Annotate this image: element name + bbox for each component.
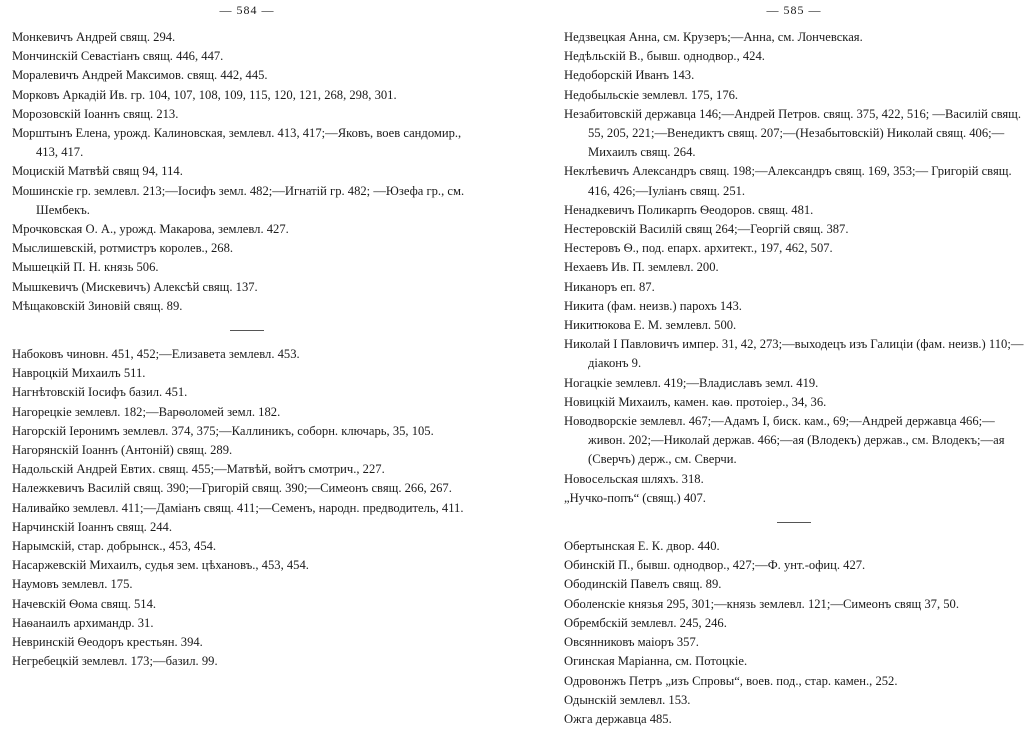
- index-entries: [564, 28, 1024, 729]
- index-entry: Мышецкій П. Н. князь 506.: [12, 260, 159, 275]
- index-entry: Мончинскій Севастіанъ свящ. 446, 447.: [12, 49, 224, 64]
- index-entry: Никаноръ еп. 87.: [564, 279, 655, 294]
- index-entry: Наумовъ землевл. 175.: [12, 577, 133, 592]
- index-entry: Овсянниковъ маіоръ 357.: [564, 635, 699, 650]
- index-entry: Обертынская Е. К. двор. 440.: [564, 539, 720, 554]
- index-entry: Новодворскіе землевл. 467;—Адамъ I, биск. кам., 69;—Андрей державца 466;—живон. 202;—Николай держав. 466;—ая (Влодекъ) держав., см. Влодекъ;—ая (Сверчъ) держ., см. Сверчи.: [564, 414, 1005, 467]
- index-entry: Наѳанаилъ архимандр. 31.: [12, 615, 154, 630]
- index-entry: Обинскій П., бывш. однодвор., 427;—Ф. унт.-офиц. 427.: [564, 558, 866, 573]
- index-entry: „Нучко-попъ“ (свящ.) 407.: [564, 490, 706, 505]
- index-entry: Одровонжъ Петръ „изъ Спровы“, воев. под., стар. камен., 252.: [564, 673, 898, 688]
- index-entry: Недзвецкая Анна, см. Крузеръ;—Анна, см. Лончевская.: [564, 30, 863, 44]
- section-divider: [777, 522, 811, 523]
- index-entry: Ожга державца 485.: [564, 711, 672, 726]
- index-entries: [12, 28, 482, 672]
- index-entry: Николай I Павловичъ импер. 31, 42, 273;—выходецъ изъ Галиціи (фам. неизв.) 110;—діаконъ 9.: [564, 337, 1024, 371]
- right-page: [512, 0, 1024, 726]
- index-entry: Негребецкій землевл. 173;—базил. 99.: [12, 654, 218, 669]
- index-entry: Нехаевъ Ив. П. землевл. 200.: [564, 260, 719, 275]
- index-entry: Огинская Маріанна, см. Потоцкіе.: [564, 654, 748, 669]
- index-entry: Одынскій землевл. 153.: [564, 692, 691, 707]
- index-entry: Мошинскіе гр. землевл. 213;—Іосифъ земл. 482;—Игнатій гр. 482; —Юзефа гр., см. Шембекъ.: [12, 183, 465, 217]
- index-entry: Мѣщаковскій Зиновій свящ. 89.: [12, 298, 183, 313]
- index-entry: Начевскій Ѳома свящ. 514.: [12, 596, 157, 611]
- index-entry: Новицкій Михаилъ, камен. каѳ. протоіер., 34, 36.: [564, 394, 827, 409]
- index-entry: Морозовскій Іоаннъ свящ. 213.: [12, 106, 179, 121]
- index-entry: Ободинскій Павелъ свящ. 89.: [564, 577, 722, 592]
- index-entry: Новосельская шляхъ. 318.: [564, 471, 704, 486]
- index-entry: Морковъ Аркадій Ив. гр. 104, 107, 108, 109, 115, 120, 121, 268, 298, 301.: [12, 87, 397, 102]
- index-entry: Наливайко землевл. 411;—Дамiанъ свящ. 411;—Семенъ, народн. предводитель, 411.: [12, 500, 464, 515]
- index-entry: Мрочковская О. А., урожд. Макарова, землевл. 427.: [12, 222, 289, 237]
- index-entry: Нагорецкіе землевл. 182;—Варѳоломей земл. 182.: [12, 404, 281, 419]
- index-entry: Мыслишевскій, ротмистръ королев., 268.: [12, 241, 234, 256]
- index-entry: Нарымскій, стар. добрынск., 453, 454.: [12, 539, 217, 554]
- page-number: — 585 —: [766, 3, 822, 17]
- index-entry: Нагорскій Іеронимъ землевл. 374, 375;—Каллиникъ, соборн. ключарь, 35, 105.: [12, 423, 434, 438]
- index-entry: Моцискій Матвѣй свящ 94, 114.: [12, 164, 183, 179]
- index-entry: Надольскій Андрей Евтих. свящ. 455;—Матвѣй, войтъ смотрич., 227.: [12, 462, 385, 477]
- index-entry: Ненадкевичъ Поликарпъ Ѳеодоров. свящ. 481.: [564, 202, 814, 217]
- index-entry: Навроцкій Михаилъ 511.: [12, 366, 146, 381]
- index-entry: Мышкевичъ (Мискевичъ) Алексѣй свящ. 137.: [12, 279, 258, 294]
- index-entry: Морштынъ Елена, урожд. Калиновская, землевл. 413, 417;—Яковъ, воев сандомир., 413, 417.: [12, 126, 462, 160]
- index-entry: Недѣльскій В., бывш. однодвор., 424.: [564, 49, 765, 64]
- index-entry: Неклѣевичъ Александръ свящ. 198;—Александръ свящ. 169, 353;— Григорій свящ. 416, 426;—Іуліанъ свящ. 251.: [564, 164, 1012, 198]
- index-entry: Нагнѣтовскій Іосифъ базил. 451.: [12, 385, 188, 400]
- index-entry: Нагорянскій Іоаннъ (Антоній) свящ. 289.: [12, 443, 233, 458]
- index-entry: Никитюкова Е. М. землевл. 500.: [564, 318, 737, 333]
- index-entry: Насаржевскій Михаилъ, судья зем. цѣхановъ., 453, 454.: [12, 558, 309, 573]
- section-divider: [230, 330, 264, 331]
- page-number: — 584 —: [219, 3, 275, 17]
- index-entry: Обрембскій землевл. 245, 246.: [564, 615, 727, 630]
- index-entry: Монкевичъ Андрей свящ. 294.: [12, 30, 176, 44]
- index-entry: Оболенскіе князья 295, 301;—князь землевл. 121;—Симеонъ свящ 37, 50.: [564, 596, 959, 611]
- index-entry: Ногацкіе землевл. 419;—Владиславъ земл. 419.: [564, 375, 819, 390]
- left-page: [0, 0, 512, 715]
- index-entry: Набоковъ чиновн. 451, 452;—Елизавета землевл. 453.: [12, 347, 300, 362]
- index-entry: Нестеровскій Василій свящ 264;—Георгій свящ. 387.: [564, 222, 849, 237]
- index-entry: Недобыльскіе землевл. 175, 176.: [564, 87, 739, 102]
- index-entry: Нестеровъ Ѳ., под. епарх. архитект., 197, 462, 507.: [564, 241, 833, 256]
- index-entry: Належкевичъ Василій свящ. 390;—Григорій свящ. 390;—Симеонъ свящ. 266, 267.: [12, 481, 452, 496]
- index-entry: Никита (фам. неизв.) парохъ 143.: [564, 298, 742, 313]
- index-entry: Незабитовскій державца 146;—Андрей Петров. свящ. 375, 422, 516; —Василій свящ. 55, 205, 221;—Венедиктъ свящ. 207;—(Незабытовскій) Николай свящ. 406;—Михаилъ свящ. 264.: [564, 106, 1022, 160]
- index-entry: Недоборскій Иванъ 143.: [564, 68, 695, 83]
- index-entry: Невринскій Ѳеодоръ крестьян. 394.: [12, 635, 203, 650]
- index-entry: Моралевичъ Андрей Максимов. свящ. 442, 445.: [12, 68, 268, 83]
- index-entry: Нарчинскій Іоаннъ свящ. 244.: [12, 519, 172, 534]
